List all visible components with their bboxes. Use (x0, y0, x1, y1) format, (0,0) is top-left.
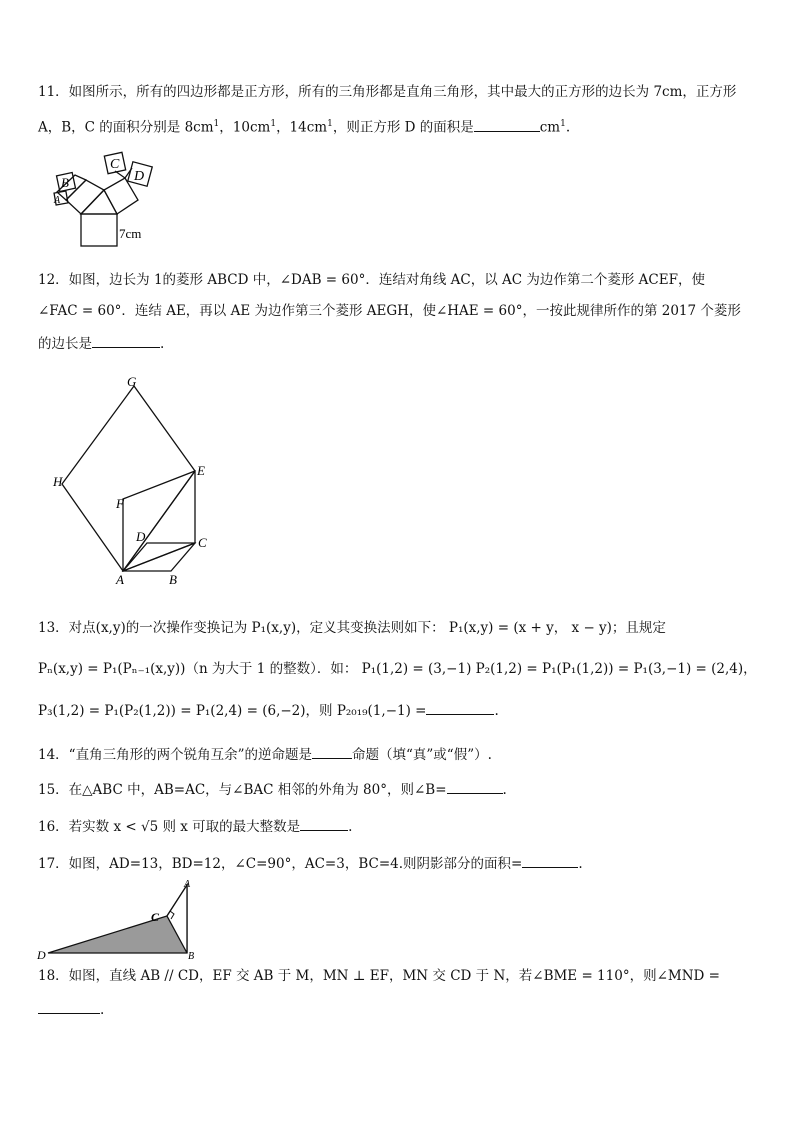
q11-label-d: D (134, 169, 145, 184)
q18-line2 (38, 999, 104, 1019)
q14-text-a: 14．“直角三角形的两个锐角互余”的逆命题是 (38, 747, 312, 763)
q12-label-f: F (116, 496, 124, 511)
q12-label-c: C (198, 535, 207, 550)
q13-end: . (494, 703, 499, 719)
q11-sup-3: 1 (327, 119, 333, 129)
q15-answer-blank[interactable] (447, 779, 503, 794)
q12-line1: 12．如图，边长为 1的菱形 ABCD 中，∠DAB = 60°．连结对角线 AC，以 AC 为边作第二个菱形 ACEF，使 (38, 272, 705, 288)
q14-answer-blank[interactable] (312, 744, 352, 759)
q12-label-d: D (136, 529, 146, 544)
q13-answer-blank[interactable] (426, 700, 494, 715)
q17-figure (34, 878, 204, 962)
q17-label-a: A (184, 879, 191, 890)
q12-line3 (38, 333, 164, 353)
q17-label-c: C (151, 910, 160, 924)
q11-text-a: A，B，C 的面积分别是 8cm (38, 119, 214, 136)
q17-answer-blank[interactable] (522, 853, 578, 868)
q18-end: . (100, 1002, 105, 1018)
q12-label-h: H (53, 474, 63, 489)
q17-shaded-region (48, 885, 187, 953)
q11-answer-blank[interactable] (474, 117, 540, 132)
q15-text-b: . (502, 782, 507, 798)
q12-end: . (160, 336, 165, 352)
q16-text-a: 16．若实数 x < √5 则 x 可取的最大整数是 (38, 819, 301, 835)
q17-label-d: D (37, 948, 46, 962)
q17-text-a: 17．如图，AD=13，BD=12，∠C=90°，AC=3，BC=4.则阴影部分的面积= (38, 856, 523, 872)
q11-label-b: B (61, 175, 69, 190)
q11-line1: 11．如图所示，所有的四边形都是正方形，所有的三角形都是直角三角形，其中最大的正方形的边长为 7cm，正方形 (38, 84, 737, 100)
q18-line1: 18．如图，直线 AB // CD，EF 交 AB 于 M，MN ⊥ EF，MN 交 CD 于 N，若∠BME = 110°，则∠MND = (38, 968, 720, 984)
q16-answer-blank[interactable] (300, 816, 348, 831)
q17-line (38, 853, 583, 873)
q11-sup-1: 1 (213, 119, 220, 129)
q12-label-b: B (169, 572, 177, 587)
q11-sup-2: 1 (270, 119, 277, 129)
q11-label-side: 7cm (119, 226, 142, 241)
q16-line (38, 816, 352, 836)
q11-text-b: ，10cm (219, 119, 271, 136)
q11-sup-4: 1 (560, 119, 566, 129)
q12-answer-blank[interactable] (92, 333, 160, 348)
q11-figure (48, 148, 168, 248)
q18-answer-blank[interactable] (38, 999, 100, 1014)
q11-label-c: C (110, 157, 120, 172)
q11-end: . (565, 119, 571, 136)
q13-line1: 13．对点(x,y)的一次操作变换记为 P₁(x,y)，定义其变换法则如下： P₁(x,y) = (x + y， x − y)；且规定 (38, 620, 666, 636)
q11-line2 (38, 115, 570, 137)
q13-line3 (38, 700, 499, 720)
q11-text-e: cm (539, 119, 561, 136)
q11-text-d: ，则正方形 D 的面积是 (332, 119, 474, 136)
q12-label-a: A (116, 572, 124, 587)
q11-text-c: ，14cm (276, 119, 328, 136)
q15-text-a: 15．在△ABC 中，AB=AC，与∠BAC 相邻的外角为 80°，则∠B= (38, 782, 447, 798)
q12-label-g: G (127, 374, 137, 389)
q15-line (38, 779, 507, 799)
q14-text-b: 命题（填“真”或“假”）. (351, 747, 492, 763)
q12-line2: ∠FAC = 60°．连结 AE，再以 AE 为边作第三个菱形 AEGH，使∠HAE = 60°，一按此规律所作的第 2017 个菱形 (38, 303, 741, 319)
q12-text: 的边长是 (38, 336, 92, 352)
q11-label-a: A (54, 195, 61, 206)
q14-line (38, 744, 492, 764)
q13-text: P₃(1,2) = P₁(P₂(1,2)) = P₁(2,4) = (6,−2)，则 P₂₀₁₉(1,−1) = (38, 703, 427, 719)
q17-text-b: . (578, 856, 583, 872)
q17-label-b: B (188, 951, 195, 962)
q16-text-b: . (348, 819, 353, 835)
q13-line2: Pₙ(x,y) = P₁(Pₙ₋₁(x,y))（n 为大于 1 的整数）．如： P₁(1,2) = (3,−1) P₂(1,2) = P₁(P₁(1,2)) = P₁(3,−1) = (2,4)， (38, 661, 757, 677)
q12-label-e: E (197, 463, 205, 478)
q12-figure (50, 372, 220, 590)
